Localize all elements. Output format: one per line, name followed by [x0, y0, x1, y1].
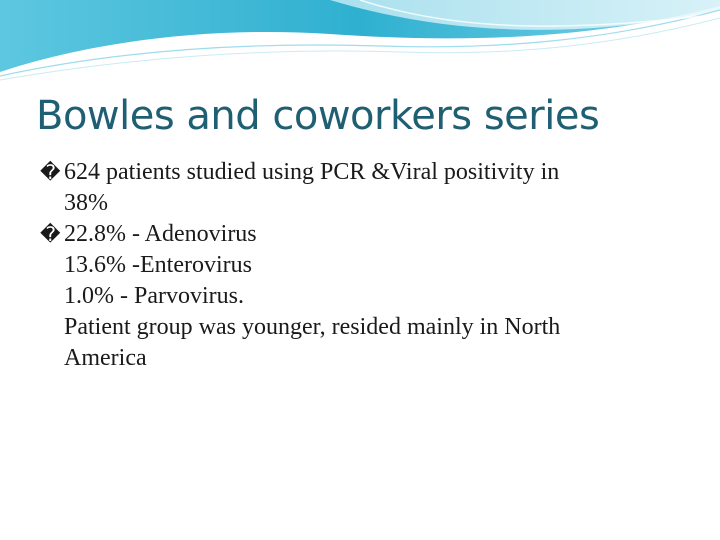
- body-line: 38%: [64, 190, 108, 216]
- slide-body: [40, 157, 680, 374]
- body-line: 1.0% - Parvovirus.: [64, 283, 244, 309]
- body-line: Patient group was younger, resided mainly in North: [64, 314, 561, 340]
- bullet-paragraph-2: [40, 219, 680, 374]
- bullet-glyph-icon: �: [40, 160, 61, 184]
- body-line: 624 patients studied using PCR &Viral positivity in: [64, 159, 560, 185]
- body-line: 22.8% - Adenovirus: [64, 221, 257, 247]
- body-line: 13.6% -Enterovirus: [64, 252, 252, 278]
- bullet-paragraph-1: [40, 157, 680, 219]
- slide-title: Bowles and coworkers series: [36, 93, 600, 139]
- header-wave-decoration: [0, 0, 720, 100]
- bullet-glyph-icon: �: [40, 222, 61, 246]
- body-line: America: [64, 345, 147, 371]
